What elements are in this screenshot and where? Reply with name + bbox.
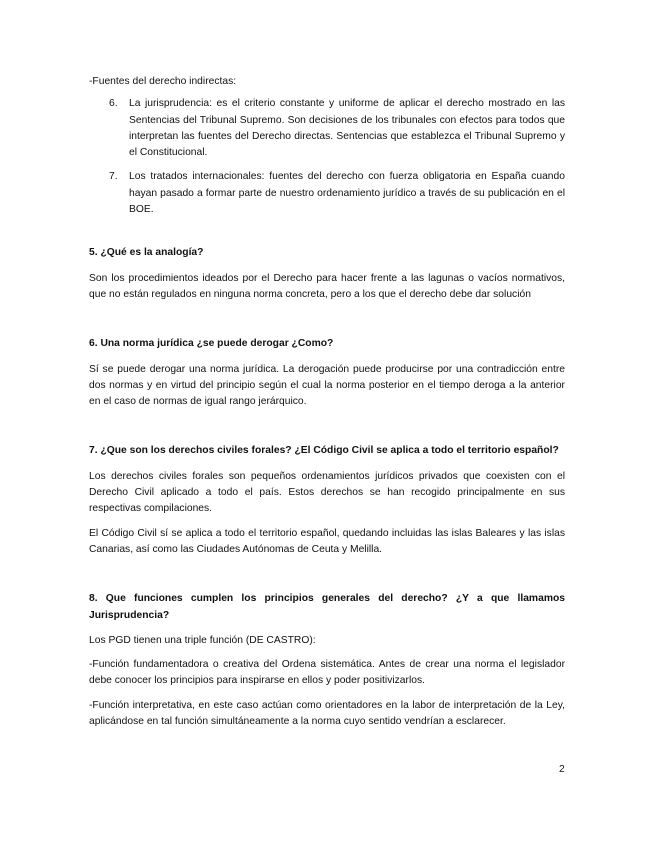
paragraph-derechos-forales-1: Los derechos civiles forales son pequeños ordenamientos jurídicos privados que coexisten con el Derecho Civil aplicado a todo el país. Estos derechos se han recogido principalmente en sus respectivas compilaciones.: [89, 470, 565, 515]
list-item: [89, 169, 565, 218]
section-heading-derogar: 6. Una norma jurídica ¿se puede derogar ¿Como?: [89, 338, 334, 350]
section-heading-analogia: 5. ¿Qué es la analogía?: [89, 247, 204, 259]
intro-line: -Fuentes del derecho indirectas:: [89, 76, 237, 87]
list-item-text: La jurisprudencia: es el criterio constante y uniforme de aplicar el derecho mostrado en las Sentencias del Tribunal Supremo. Son decisiones de los tribunales con efectos para todos que interpretan las fuentes del Derecho directas. Sentencias que establezca el Tribunal Supremo y el Constitucional.: [129, 98, 565, 159]
section-heading-principios: 8. Que funciones cumplen los principios generales del derecho? ¿Y a que llamamos Jurisprudencia?: [89, 593, 565, 621]
indirect-sources-list: [89, 96, 565, 218]
paragraph-derechos-forales-2: El Código Civil sí se aplica a todo el territorio español, quedando incluidas las islas Baleares y las islas Canarias, así como las Ciudades Autónomas de Ceuta y Melilla.: [89, 527, 565, 555]
section-heading-derechos-forales: 7. ¿Que son los derechos civiles forales? ¿El Código Civil se aplica a todo el territorio español?: [89, 445, 559, 457]
list-item-number: 6.: [109, 98, 118, 110]
list-item-number: 7.: [109, 171, 118, 183]
paragraph-analogia: Son los procedimientos ideados por el Derecho para hacer frente a las lagunas o vacíos normativos, que no están regulados en ninguna norma concreta, pero a los que el derecho debe dar solución: [89, 272, 565, 300]
paragraph-principios-3: -Función interpretativa, en este caso actúan como orientadores en la labor de interpretación de la Ley, aplicándose en tal función simultáneamente a la norma cuyo sentido vendrían a esclarecer.: [89, 699, 565, 728]
list-item-text: Los tratados internacionales: fuentes del derecho con fuerza obligatoria en España cuando hayan pasado a formar parte de nuestro ordenamiento jurídico a través de su publicación en el BOE.: [129, 171, 565, 216]
paragraph-principios-1: Los PGD tienen una triple función (DE CASTRO):: [89, 634, 316, 646]
page-content: [89, 74, 565, 730]
list-item: [89, 96, 565, 161]
paragraph-derogar: Sí se puede derogar una norma jurídica. La derogación puede producirse por una contradicción entre dos normas y en virtud del principio según el cual la norma posterior en el tiempo deroga a la anterior en el caso de normas de igual rango jerárquico.: [89, 363, 565, 408]
paragraph-principios-2: -Función fundamentadora o creativa del Ordena sistemática. Antes de crear una norma el legislador debe conocer los principios para inspirarse en ellos y poder positivizarlos.: [89, 659, 565, 687]
page-number: 2: [559, 764, 565, 775]
